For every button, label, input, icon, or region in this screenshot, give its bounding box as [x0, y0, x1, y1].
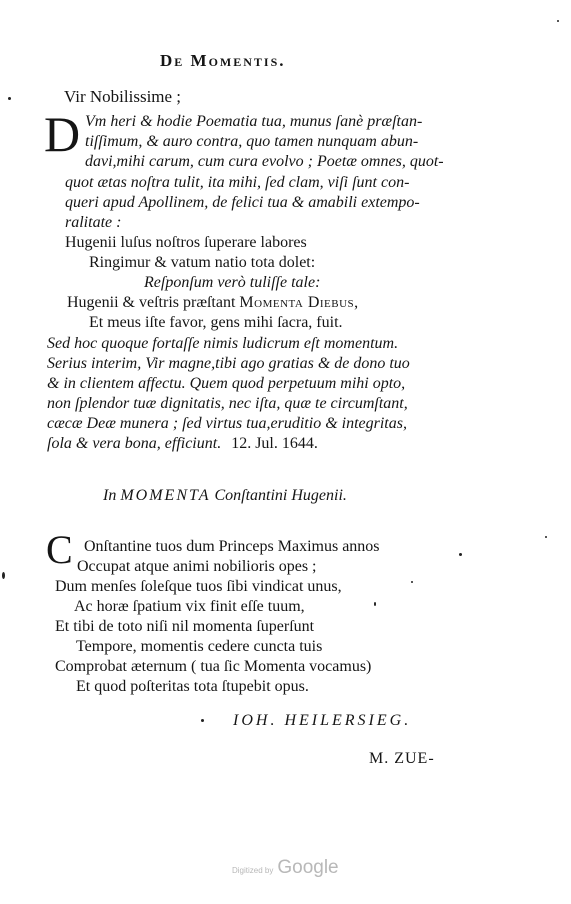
response-line: Reſponſum verò tuliſſe tale: — [144, 274, 321, 291]
letter-line: ralitate : — [65, 214, 122, 231]
poem-line: Et quod poſteritas tota ſtupebit opus. — [76, 678, 309, 695]
drop-cap-d: D — [44, 106, 81, 162]
scan-speck — [459, 553, 462, 556]
scan-speck — [557, 20, 559, 22]
letter-line: Vm heri & hodie Poematia tua, munus ſanè præſtan- — [85, 113, 423, 130]
signature: IOH. HEILERSIEG. — [233, 712, 412, 729]
watermark-big: Google — [277, 857, 339, 878]
poem-line: Occupat atque animi nobilioris opes ; — [77, 558, 317, 575]
drop-cap-c: C — [46, 527, 73, 572]
letter-line: quot ætas noſtra tulit, ita mihi, ſed clam, viſi ſunt con- — [65, 174, 410, 191]
verse-line — [67, 294, 358, 312]
closing-line: non ſplendor tuæ dignitatis, nec iſta, quæ te circumſtant, — [47, 395, 408, 412]
poem-title-momenta: MOMENTA — [120, 487, 211, 504]
scan-speck — [2, 572, 5, 579]
letter-line: queri apud Apollinem, de felici tua & amabili extempo- — [65, 194, 420, 211]
closing-line: & in clientem affectu. Quem quod perpetuum mihi opto, — [47, 375, 406, 392]
verse-smallcaps: Momenta Diebus — [239, 294, 355, 311]
poem-line: Dum menſes ſoleſque tuos ſibi vindicat unus, — [55, 578, 342, 595]
verse-line: Et meus iſte favor, gens mihi ſacra, fuit. — [89, 314, 343, 331]
poem-line: Et tibi de toto niſi nil momenta ſuperſunt — [55, 618, 315, 635]
poem-line: Comprobat æternum ( tua ſic Momenta vocamus) — [55, 658, 372, 675]
poem-line: Ac horæ ſpatium vix finit eſſe tuum, — [74, 598, 305, 615]
scan-speck — [411, 581, 413, 583]
catchword: M. ZUE- — [369, 750, 435, 767]
scan-speck — [545, 536, 547, 538]
poem-title-suffix: Conſtantini Hugenii. — [210, 487, 347, 504]
closing-line: cæcæ Deæ munera ; ſed virtus tua,eruditio & integritas, — [47, 415, 407, 432]
closing-line: Sed hoc quoque fortaſſe nimis ludicrum eſt momentum. — [47, 335, 399, 352]
letter-line: davi,mihi carum, cum cura evolvo ; Poetæ omnes, quot- — [85, 153, 444, 170]
scan-speck — [201, 719, 204, 722]
letter-line: tiſſimum, & auro contra, quo tamen nunquam abun- — [85, 133, 419, 150]
verse-text: Hugenii & veſtris præſtant — [67, 294, 240, 311]
poem-title — [103, 487, 347, 505]
page-header: De Momentis. — [160, 51, 286, 70]
closing-text: ſola & vera bona, efficiunt. — [47, 435, 222, 452]
closing-line: Serius interim, Vir magne,tibi ago gratias & de dono tuo — [47, 355, 410, 372]
google-watermark — [232, 857, 339, 879]
salutation: Vir Nobilissime ; — [64, 87, 182, 106]
closing-line — [47, 435, 318, 453]
scan-speck — [374, 602, 376, 606]
poem-line: Onſtantine tuos dum Princeps Maximus annos — [84, 538, 380, 555]
poem-line: Tempore, momentis cedere cuncta tuis — [76, 638, 323, 655]
verse-line: Ringimur & vatum natio tota dolet: — [89, 254, 316, 271]
letter-date: 12. Jul. 1644. — [231, 435, 318, 452]
verse-line: Hugenii luſus noſtros ſuperare labores — [65, 234, 307, 251]
verse-punct: , — [354, 294, 359, 311]
watermark-small: Digitized by — [232, 866, 274, 875]
scan-speck — [8, 97, 11, 100]
poem-title-prefix: In — [103, 487, 121, 504]
